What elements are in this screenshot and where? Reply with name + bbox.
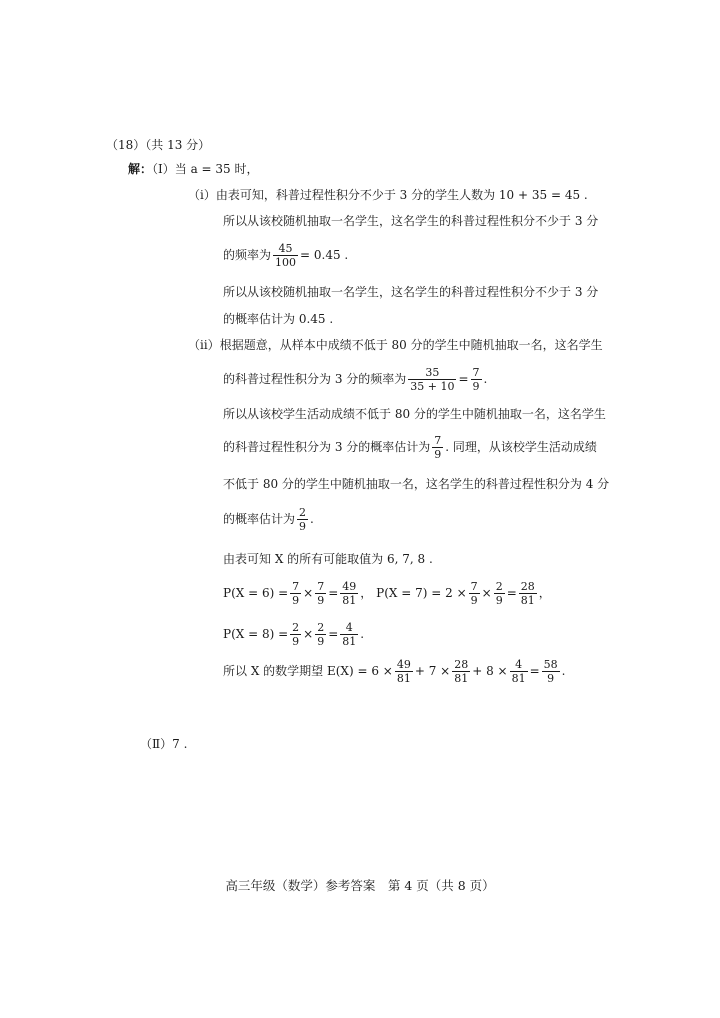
sub-i-line4: 所以从该校随机抽取一名学生，这名学生的科普过程性积分不少于 3 分 <box>223 285 599 299</box>
page-footer: 高三年级（数学）参考答案 第 4 页（共 8 页） <box>225 878 495 893</box>
fraction: $\frac{28}{81}$ <box>454 658 469 685</box>
times-sign: × <box>481 586 492 600</box>
fraction: $\frac{49}{81}$ <box>396 658 411 685</box>
equals-sign: = <box>506 586 517 600</box>
fraction: $\frac{7}{9}$ <box>292 580 300 607</box>
fraction-7-9: $\frac{7}{9}$ <box>472 366 480 393</box>
sub-ii-line4 <box>223 432 597 462</box>
fraction: $\frac{4}{81}$ <box>342 621 357 648</box>
sub-ii-line2-pre: 的科普过程性积分为 3 分的频率为 <box>223 372 407 386</box>
problem-header: （18）（共 13 分） <box>106 138 211 152</box>
fraction: $\frac{4}{81}$ <box>511 658 526 685</box>
p7-lhs: P(X = 7) = 2 × <box>376 586 467 600</box>
sub-i-marker: （ⅰ） <box>188 188 216 202</box>
fraction: $\frac{2}{9}$ <box>292 621 300 648</box>
period: . <box>310 512 314 526</box>
fraction: $\frac{2}{9}$ <box>317 621 325 648</box>
fraction: $\frac{28}{81}$ <box>520 580 535 607</box>
sub-ii-marker: （ⅱ） <box>188 338 220 352</box>
sub-ii-line2 <box>223 364 487 394</box>
period: . <box>483 372 488 386</box>
expectation-line <box>223 656 565 686</box>
sub-ii-line4-post: . 同理，从该校学生活动成绩 <box>445 440 597 454</box>
p8-lhs: P(X = 8) = <box>223 627 289 641</box>
prob-line-8 <box>223 619 364 649</box>
sub-ii-line6-pre: 的概率估计为 <box>223 512 296 526</box>
sub-i-line5: 的概率估计为 0.45 . <box>223 312 334 326</box>
sub-i-line1 <box>188 187 588 203</box>
solution-part1-head <box>128 161 259 177</box>
sub-ii-line4-pre: 的科普过程性积分为 3 分的概率估计为 <box>223 440 431 454</box>
values-line: 由表可知 X 的所有可能取值为 6, 7, 8 . <box>223 552 433 566</box>
sub-i-line2: 所以从该校随机抽取一名学生，这名学生的科普过程性积分不少于 3 分 <box>223 214 599 228</box>
sub-i-line3 <box>223 240 348 270</box>
part2-answer: （Ⅱ）7 . <box>140 737 188 751</box>
sub-ii-line1 <box>188 337 603 353</box>
prob-line-6-7 <box>223 578 551 608</box>
period: . <box>360 627 365 641</box>
equals-sign: = <box>328 586 339 600</box>
sub-i-line3-post: = 0.45 . <box>300 248 349 262</box>
fraction-7-9: $\frac{7}{9}$ <box>434 434 442 461</box>
solution-label: 解： <box>128 162 153 176</box>
equals-sign: = <box>328 627 339 641</box>
times-sign: × <box>303 586 314 600</box>
fraction: $\frac{49}{81}$ <box>342 580 357 607</box>
fraction: $\frac{2}{9}$ <box>495 580 503 607</box>
sub-ii-line5: 不低于 80 分的学生中随机抽取一名，这名学生的科普过程性积分为 4 分 <box>223 477 610 491</box>
part1-condition: （Ⅰ）当 a = 35 时， <box>152 162 259 176</box>
period: . <box>561 664 566 678</box>
p6-lhs: P(X = 6) = <box>223 586 289 600</box>
sub-ii-line6 <box>223 504 314 534</box>
sub-ii-line3: 所以从该校学生活动成绩不低于 80 分的学生中随机抽取一名，这名学生 <box>223 407 606 421</box>
fraction: $\frac{58}{9}$ <box>543 658 558 685</box>
fraction-2-9: $\frac{2}{9}$ <box>299 506 307 533</box>
ex-plus-1: + 7 × <box>414 664 451 678</box>
fraction: $\frac{7}{9}$ <box>470 580 478 607</box>
ex-plus-2: + 8 × <box>472 664 508 678</box>
comma: ， <box>360 586 373 600</box>
fraction-45-100: $\frac{45}{100}$ <box>275 242 297 269</box>
equals-sign: = <box>529 664 540 678</box>
sub-ii-text1: 根据题意，从样本中成绩不低于 80 分的学生中随机抽取一名，这名学生 <box>219 338 603 352</box>
comma: ， <box>538 586 551 600</box>
sub-i-line3-pre: 的频率为 <box>223 248 272 262</box>
equals-sign: = <box>458 372 469 386</box>
fraction-35-45: $\frac{35}{35 + 10}$ <box>410 366 455 393</box>
ex-pre: 所以 X 的数学期望 E(X) = 6 × <box>223 664 393 678</box>
fraction: $\frac{7}{9}$ <box>317 580 325 607</box>
times-sign: × <box>303 627 314 641</box>
sub-i-text1: 由表可知，科普过程性积分不少于 3 分的学生人数为 10 + 35 = 45 . <box>215 188 588 202</box>
